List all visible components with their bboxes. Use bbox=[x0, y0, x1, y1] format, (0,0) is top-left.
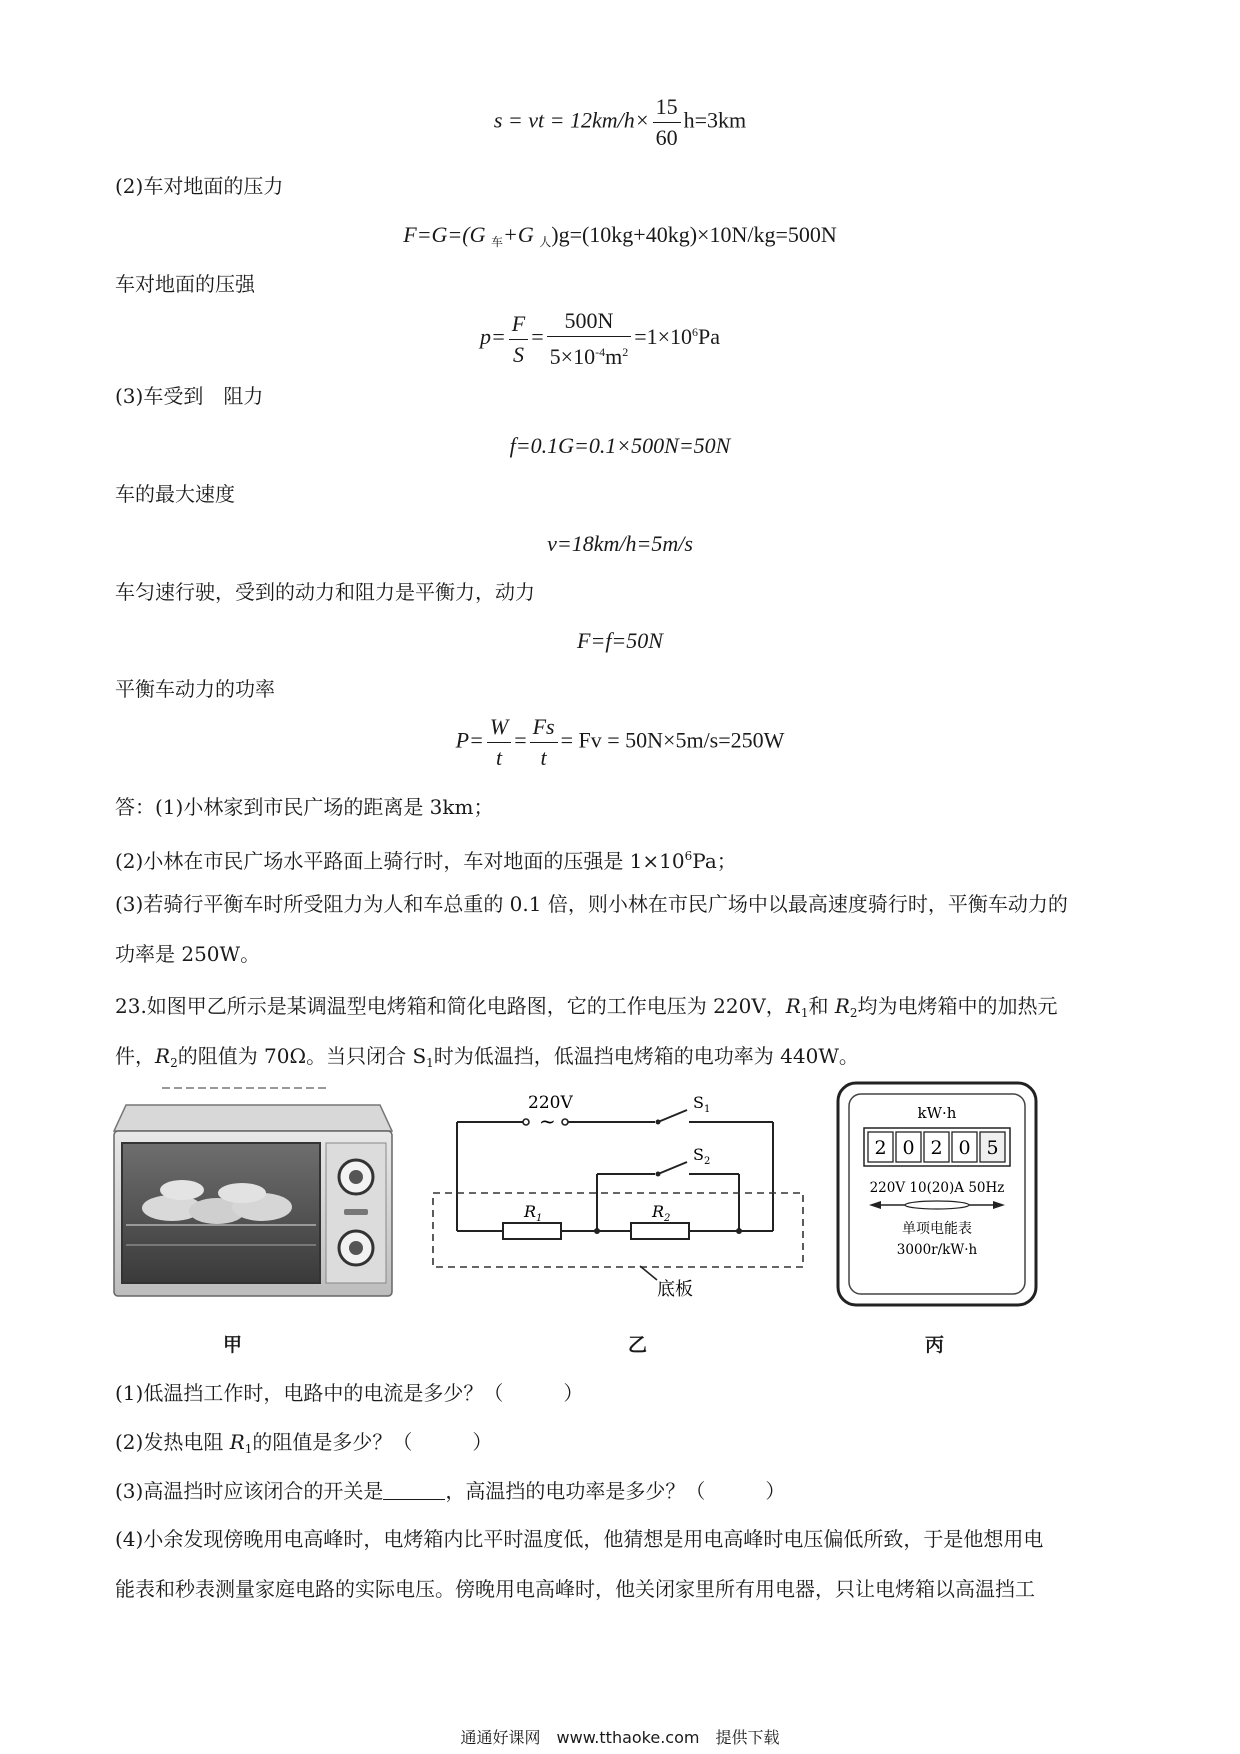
equation-pressure bbox=[0, 306, 1220, 372]
equation-force bbox=[0, 221, 1240, 256]
eq-power-n2: Fs bbox=[530, 712, 558, 743]
source-terminal-right bbox=[562, 1119, 568, 1125]
eq-force-part-a: F=G=(G bbox=[403, 222, 491, 247]
answer-1: 答：(1)小林家到市民广场的距离是 3km； bbox=[115, 795, 494, 819]
answer-2-sup: 6 bbox=[684, 849, 693, 863]
eq-power-lhs: P= bbox=[455, 727, 484, 753]
eq-pressure-d2-b: m bbox=[605, 344, 623, 369]
meter-name: 单项电能表 bbox=[902, 1221, 972, 1237]
meter-digit: 5 bbox=[986, 1137, 999, 1159]
eq-pressure-rhs-sup: 6 bbox=[692, 325, 699, 340]
sub-question-2-r-sub: 1 bbox=[244, 1442, 253, 1456]
equation-power bbox=[0, 712, 1240, 773]
eq-force-part-c: )g=(10kg+40kg)×10N/kg=500N bbox=[551, 222, 837, 247]
eq-pressure-equals: = bbox=[531, 324, 544, 350]
eq-distance-lhs: s = vt = 12km/h× bbox=[493, 107, 650, 133]
power-title: 平衡车动力的功率 bbox=[115, 677, 275, 701]
eq-power-d1: t bbox=[495, 745, 503, 770]
answer-2-text: (2)小林在市民广场水平路面上骑行时，车对地面的压强是 1×10 bbox=[115, 849, 685, 873]
resistor-r1 bbox=[503, 1223, 561, 1239]
switch-s2-label: $S_2$ bbox=[693, 1145, 711, 1167]
q23-r1-sub: 1 bbox=[800, 1006, 809, 1020]
uniform-motion-text: 车匀速行驶，受到的动力和阻力是平衡力，动力 bbox=[115, 580, 535, 604]
meter-constant: 3000r/kW·h bbox=[896, 1242, 978, 1258]
sub-question-3 bbox=[115, 1477, 785, 1505]
max-speed-title: 车的最大速度 bbox=[115, 482, 235, 506]
answer-3-line-2: 功率是 250W。 bbox=[115, 942, 261, 966]
eq-pressure-d1: S bbox=[513, 341, 525, 367]
equation-speed: v=18km/h=5m/s bbox=[547, 531, 693, 556]
q23-r2-sub: 2 bbox=[849, 1006, 858, 1020]
meter-digit: 2 bbox=[930, 1137, 943, 1159]
sub-question-2-text: (2)发热电阻 bbox=[115, 1430, 230, 1454]
page-footer: 通通好课网 www.tthaoke.com 提供下载 bbox=[460, 1728, 780, 1747]
q23-text-e: 时为低温挡，低温挡电烤箱的电功率为 440W。 bbox=[433, 1044, 859, 1068]
energy-meter bbox=[835, 1080, 1040, 1308]
sub-question-3-tail: ，高温挡的电功率是多少？（ ） bbox=[445, 1479, 786, 1503]
figure-label-c: 丙 bbox=[925, 1334, 945, 1356]
sub-question-4-line-2: 能表和秒表测量家庭电路的实际电压。傍晚用电高峰时，他关闭家里所有用电器，只让电烤箱以高温挡工 bbox=[115, 1577, 1035, 1601]
ac-symbol: ~ bbox=[539, 1109, 556, 1133]
sub-question-2-tail: 的阻值是多少？（ ） bbox=[252, 1430, 493, 1454]
eq-power-n1: W bbox=[487, 712, 511, 743]
circuit-diagram bbox=[425, 1090, 815, 1305]
q23-r1: R bbox=[785, 994, 801, 1018]
q23-and: 和 bbox=[808, 994, 835, 1018]
eq-distance-numerator: 15 bbox=[653, 92, 681, 123]
meter-rating: 220V 10(20)A 50Hz bbox=[869, 1180, 1005, 1196]
eq-pressure-n1: F bbox=[509, 309, 528, 340]
answer-2 bbox=[115, 842, 737, 875]
eq-pressure-d2-sup2: 2 bbox=[622, 345, 629, 359]
eq-force-sub-car: 车 bbox=[490, 235, 503, 249]
pressure-title: 车对地面的压强 bbox=[115, 272, 255, 296]
answer-blank[interactable] bbox=[383, 1479, 445, 1500]
meter-digit: 0 bbox=[958, 1137, 971, 1159]
oven-illustration bbox=[112, 1085, 402, 1310]
q23-s1-sub: 1 bbox=[426, 1056, 434, 1070]
answer-3-line-1: (3)若骑行平衡车时所受阻力为人和车总重的 0.1 倍，则小林在市民广场中以最高速度骑行时，平衡车动力的 bbox=[115, 892, 1068, 916]
eq-distance-denominator: 60 bbox=[655, 125, 678, 150]
eq-power-d2: t bbox=[540, 745, 547, 770]
eq-pressure-d2-sup: -4 bbox=[595, 345, 606, 359]
sub-question-2 bbox=[115, 1428, 492, 1463]
question-23-line-2 bbox=[115, 1042, 859, 1077]
source-terminal-left bbox=[523, 1119, 529, 1125]
eq-power-equals: = bbox=[514, 727, 527, 753]
resistor-r2-label: $R_2$ bbox=[652, 1202, 671, 1224]
eq-pressure-lhs: p= bbox=[479, 324, 506, 350]
sub-question-3-text: (3)高温挡时应该闭合的开关是 bbox=[115, 1479, 384, 1503]
switch-s1-label: $S_1$ bbox=[693, 1093, 711, 1115]
equation-force-balance: F=f=50N bbox=[577, 628, 663, 653]
resistor-r2 bbox=[631, 1223, 689, 1239]
q23-r2: R bbox=[834, 994, 850, 1018]
meter-digit: 0 bbox=[902, 1137, 915, 1159]
figure-label-a: 甲 bbox=[223, 1334, 243, 1356]
sub-question-2-r: R bbox=[229, 1430, 245, 1454]
eq-force-sub-person: 人 bbox=[539, 235, 552, 249]
q23-text-b: 均为电烤箱中的加热元 bbox=[857, 994, 1058, 1018]
eq-power-rhs: = Fv = 50N×5m/s=250W bbox=[560, 727, 785, 753]
sub-question-1: (1)低温挡工作时，电路中的电流是多少？（ ） bbox=[115, 1381, 584, 1405]
resistor-r1-label: $R_1$ bbox=[524, 1202, 543, 1224]
eq-pressure-n2: 500N bbox=[547, 306, 632, 337]
eq-pressure-rhs-unit: Pa bbox=[698, 324, 721, 350]
q23-r2b: R bbox=[155, 1044, 171, 1068]
q23-text-d: 的阻值为 70Ω。当只闭合 S bbox=[177, 1044, 427, 1068]
question-23-line-1 bbox=[115, 992, 1058, 1027]
sub-question-4-line-1: (4)小余发现傍晚用电高峰时，电烤箱内比平时温度低，他猜想是用电高峰时电压偏低所致，于是他想用电 bbox=[115, 1527, 1044, 1551]
eq-force-part-b: +G bbox=[503, 222, 540, 247]
eq-pressure-rhs: =1×10 bbox=[634, 324, 693, 350]
q23-text-a: 23.如图甲乙所示是某调温型电烤箱和简化电路图，它的工作电压为 220V， bbox=[115, 994, 786, 1018]
eq-distance-rhs: h=3km bbox=[683, 107, 747, 133]
switch-s1-lever bbox=[658, 1110, 687, 1122]
eq-pressure-d2-a: 5×10 bbox=[549, 344, 596, 369]
voltage-label: 220V bbox=[528, 1093, 573, 1113]
figure-label-b: 乙 bbox=[628, 1334, 648, 1356]
equation-distance bbox=[0, 92, 1240, 153]
section-3-title: (3)车受到 阻力 bbox=[115, 384, 264, 408]
q23-text-c: 件， bbox=[115, 1044, 155, 1068]
meter-digit: 2 bbox=[874, 1137, 887, 1159]
equation-friction: f=0.1G=0.1×500N=50N bbox=[509, 433, 731, 458]
meter-unit-label: kW·h bbox=[917, 1104, 957, 1122]
answer-2-unit: Pa； bbox=[692, 849, 737, 873]
section-2-title: (2)车对地面的压力 bbox=[115, 174, 284, 198]
q23-r2b-sub: 2 bbox=[170, 1056, 178, 1070]
switch-s2-lever bbox=[658, 1162, 687, 1174]
base-plate-label: 底板 bbox=[657, 1279, 693, 1300]
meter-digits bbox=[868, 1132, 1005, 1162]
